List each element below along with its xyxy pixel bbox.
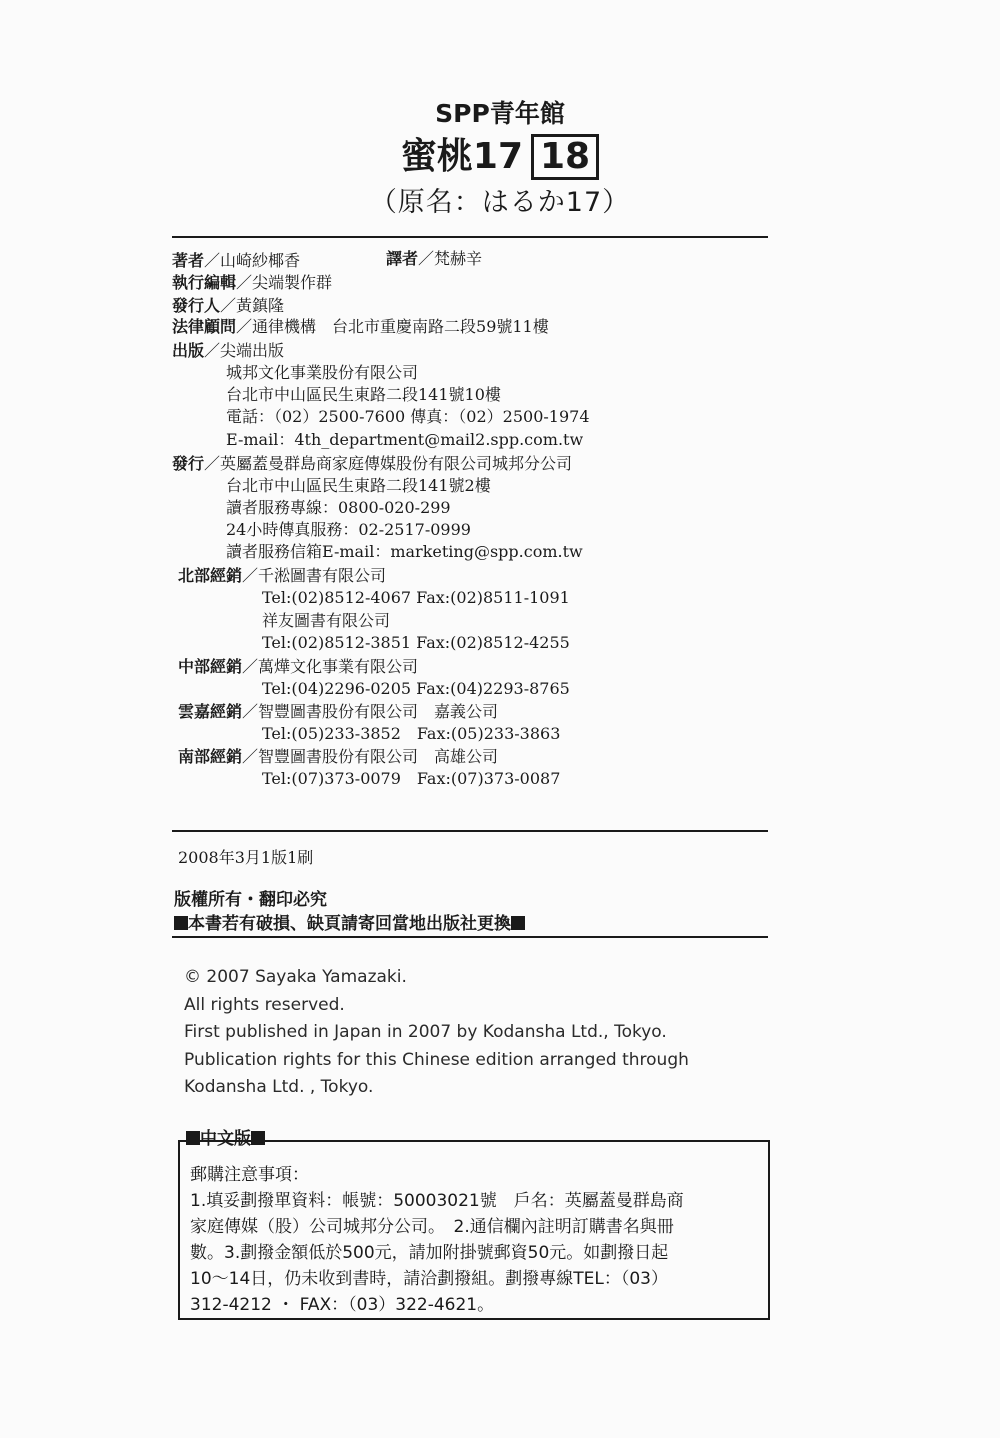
copyright-line: © 2007 Sayaka Yamazaki. [184,967,407,987]
distribution-line: 發行／英屬蓋曼群島商家庭傳媒股份有限公司城邦分公司 [172,454,573,473]
legal-line: 法律顧問／通律機構 台北市重慶南路二段59號11樓 [172,317,549,336]
editor-line: 執行編輯／尖端製作群 [172,273,333,292]
north-contact-1: Tel:(02)8512-4067 Fax:(02)8511-1091 [262,588,570,607]
author-line: 著者／山崎紗椰香 [172,251,301,270]
central-contact: Tel:(04)2296-0205 Fax:(04)2293-8765 [262,679,570,698]
distribution-address: 台北市中山區民生東路二段141號2樓 [226,476,491,495]
south-distributor: 南部經銷／智豐圖書股份有限公司 高雄公司 [178,747,499,766]
translator-line: 譯者／梵赫辛 [386,249,483,268]
notice-line: 數。3.劃撥金額低於500元，請加附掛號郵資50元。如劃撥日起 [190,1243,669,1263]
fax-service-line: 24小時傳真服務：02-2517-0999 [226,520,471,539]
publication-rights-line: Publication rights for this Chinese edition arranged through [184,1049,689,1070]
notice-line: 1.填妥劃撥單資料：帳號：50003021號 戶名：英屬蓋曼群島商 [190,1191,684,1211]
damage-notice: 本書若有破損、缺頁請寄回當地出版社更換 [174,912,525,936]
central-distributor: 中部經銷／萬燁文化事業有限公司 [178,657,419,676]
publisher-city-line: Kodansha Ltd. , Tokyo. [184,1077,374,1097]
english-copyright [184,964,689,1102]
edition-address: 台北市中山區民生東路二段141號10樓 [226,385,501,404]
yunjia-contact: Tel:(05)233-3852 Fax:(05)233-3863 [262,724,561,743]
lower-divider [172,936,768,938]
edition-phone: 電話：（02）2500-7600 傳真：（02）2500-1974 [226,407,590,426]
edition-company: 城邦文化事業股份有限公司 [226,363,419,382]
north-company-2: 祥友圖書有限公司 [262,611,391,630]
north-contact-2: Tel:(02)8512-3851 Fax:(02)8512-4255 [262,633,570,652]
original-title: （原名：はるか17） [369,187,631,218]
yunjia-distributor: 雲嘉經銷／智豐圖書股份有限公司 嘉義公司 [178,702,499,721]
first-published-line: First published in Japan in 2007 by Kodansha Ltd., Tokyo. [184,1022,667,1042]
book-title-row [0,128,1000,180]
top-divider [172,236,768,238]
rights-line: 版權所有・翻印必究 [174,890,327,910]
imprint-name: SPP青年館 [435,99,565,128]
notice-line: 家庭傳媒（股）公司城邦分公司。 2.通信欄內註明訂購書名與冊 [190,1217,674,1237]
book-title: 蜜桃17 [400,136,523,177]
edition-line: 出版／尖端出版 [172,341,285,360]
edition-email: E-mail：4th_department@mail2.spp.com.tw [226,430,584,449]
square-bullet-icon [511,916,525,930]
notice-line: 312-4212 ・ FAX：（03）322-4621。 [190,1295,495,1315]
mail-order-notice [178,1140,770,1320]
notice-line: 10～14日，仍未收到書時，請洽劃撥組。劃撥專線TEL：（03） [190,1269,668,1289]
rights-reserved-line: All rights reserved. [184,994,345,1015]
chinese-edition-label: 中文版 [186,1124,265,1149]
square-bullet-icon [174,916,188,930]
north-distributor: 北部經銷／千淞圖書有限公司 [178,566,387,585]
rights-block [174,888,525,936]
volume-number: 18 [531,134,599,180]
notice-title: 郵購注意事項： [190,1165,309,1185]
reader-service-line: 讀者服務專線：0800-020-299 [226,498,451,517]
middle-divider [172,830,768,832]
publisher-line: 發行人／黃鎮隆 [172,296,285,315]
south-contact: Tel:(07)373-0079 Fax:(07)373-0087 [262,769,561,788]
print-date: 2008年3月1版1刷 [178,848,314,867]
reader-service-email: 讀者服務信箱E-mail：marketing@spp.com.tw [226,542,583,561]
